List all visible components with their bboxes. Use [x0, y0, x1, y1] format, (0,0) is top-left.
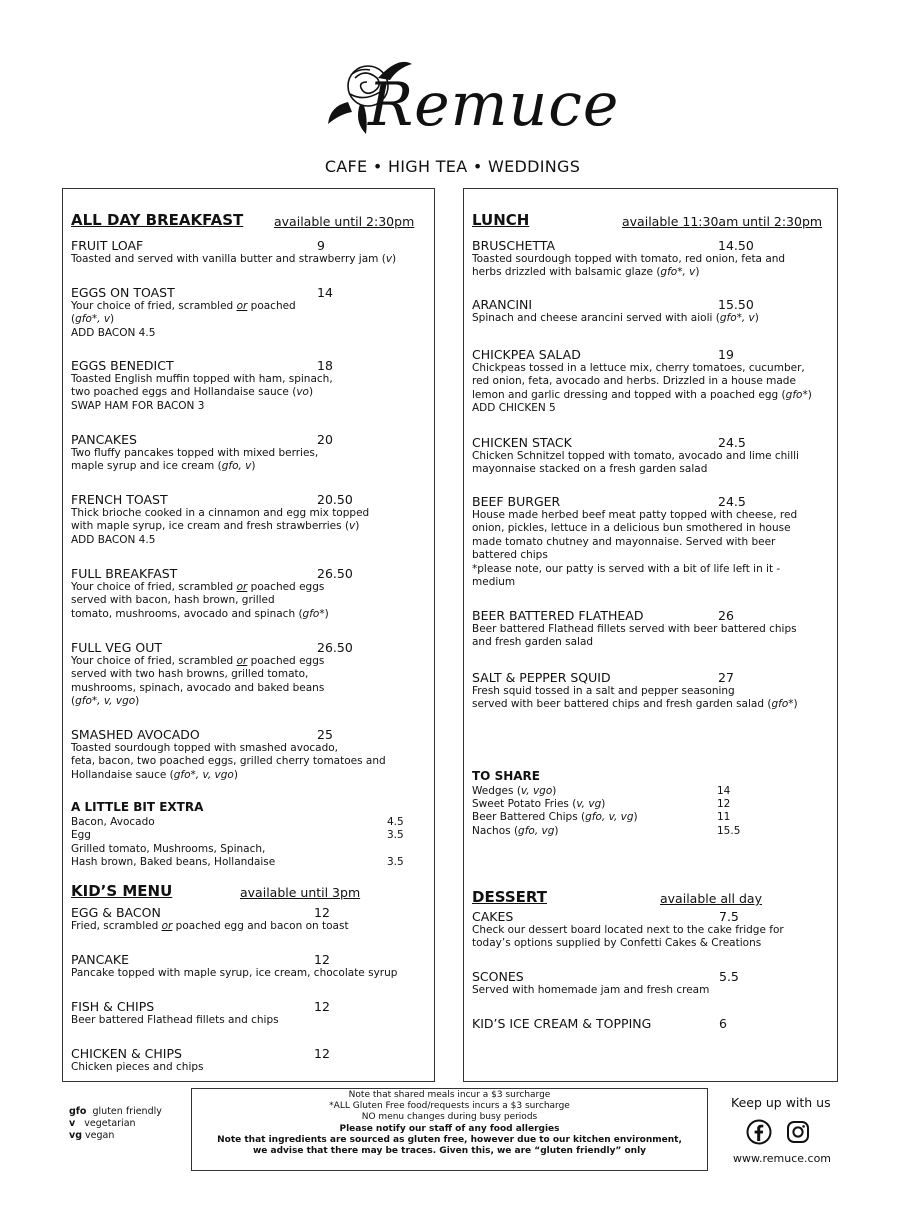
item-description: Your choice of fried, scrambled or poached eggs served with bacon, hash brown, grilled tomato, mushrooms, avocado and spinach (gfo*): [71, 581, 329, 620]
item-name: CHICKPEA SALAD: [472, 347, 581, 362]
facebook-icon[interactable]: [746, 1119, 772, 1145]
item-name: BEEF BURGER: [472, 494, 561, 509]
item-description: Pancake topped with maple syrup, ice cream, chocolate syrup: [71, 967, 398, 979]
row-label: Grilled tomato, Mushrooms, Spinach,: [71, 843, 266, 855]
tagline: CAFE • HIGH TEA • WEDDINGS: [324, 157, 581, 176]
row-label: Hash brown, Baked beans, Hollandaise: [71, 856, 276, 868]
item-price: 14.50: [718, 238, 754, 253]
item-price: 19: [718, 347, 734, 362]
row-label: Sweet Potato Fries (v, vg): [472, 798, 606, 810]
legend-row: [69, 1118, 162, 1130]
notice-bold-line: Please notify our staff of any food allergies: [339, 1123, 560, 1134]
brand-name: Remuce: [368, 70, 620, 140]
item-name: EGGS ON TOAST: [71, 285, 175, 300]
notice-bold-line: we advise that there may be traces. Given this, we are “gluten friendly” only: [252, 1146, 647, 1157]
item-name: FULL VEG OUT: [71, 640, 162, 655]
item-description: Toasted English muffin topped with ham, spinach, two poached eggs and Hollandaise sauce (vo) SWAP HAM FOR BACON 3: [71, 373, 333, 412]
row-price: 14: [717, 785, 731, 797]
row-price: 11: [717, 811, 731, 823]
item-price: 26.50: [317, 566, 353, 581]
remuce-logo: [300, 58, 620, 158]
item-name: BEER BATTERED FLATHEAD: [472, 608, 644, 623]
breakfast-title: ALL DAY BREAKFAST: [71, 211, 244, 229]
item-price: 27: [718, 670, 734, 685]
item-price: 9: [317, 238, 325, 253]
item-description: Chickpeas tossed in a lettuce mix, cherry tomatoes, cucumber, red onion, feta, avocado and herbs. Drizzled in a house made lemon and garlic dressing and topped with a poached egg (gfo*) ADD CHICKEN 5: [472, 362, 812, 415]
legend-code: vg: [69, 1130, 82, 1141]
item-price: 26.50: [317, 640, 353, 655]
item-price: 18: [317, 358, 333, 373]
kids-availability: available until 3pm: [240, 885, 361, 900]
legend-meaning: vegetarian: [84, 1118, 136, 1129]
notice-line: NO menu changes during busy periods: [361, 1112, 538, 1123]
item-name: KID’S ICE CREAM & TOPPING: [472, 1016, 652, 1031]
row-label: Bacon, Avocado: [71, 816, 155, 828]
item-description: Toasted sourdough topped with smashed avocado, feta, bacon, two poached eggs, grilled cherry tomatoes and Hollandaise sauce (gfo*, v, vgo): [71, 742, 386, 781]
item-name: FULL BREAKFAST: [71, 566, 178, 581]
item-price: 20.50: [317, 492, 353, 507]
item-name: CAKES: [472, 909, 514, 924]
item-name: PANCAKES: [71, 432, 137, 447]
legend-code: gfo: [69, 1106, 87, 1117]
item-name: SMASHED AVOCADO: [71, 727, 200, 742]
item-name: EGG & BACON: [71, 905, 161, 920]
kids-title: KID’S MENU: [71, 882, 173, 900]
item-name: SCONES: [472, 969, 524, 984]
legend-code: v: [69, 1118, 76, 1129]
row-price: 15.5: [717, 825, 741, 837]
row-label: Wedges (v, vgo): [472, 785, 557, 797]
dessert-availability: available all day: [660, 891, 762, 906]
item-price: 15.50: [718, 297, 754, 312]
item-name: FRENCH TOAST: [71, 492, 168, 507]
item-description: Your choice of fried, scrambled or poached eggs served with two hash browns, grilled tomato, mushrooms, spinach, avocado and baked beans (gfo*, v, vgo): [71, 655, 325, 708]
item-name: BRUSCHETTA: [472, 238, 556, 253]
legend-row: [69, 1130, 162, 1142]
item-price: 5.5: [719, 969, 739, 984]
share-title: TO SHARE: [472, 769, 540, 783]
item-description: Fried, scrambled or poached egg and bacon on toast: [71, 920, 349, 932]
lunch-availability: available 11:30am until 2:30pm: [622, 214, 823, 229]
item-price: 6: [719, 1016, 727, 1031]
row-label: Nachos (gfo, vg): [472, 825, 559, 837]
item-description: Fresh squid tossed in a salt and pepper seasoning served with beer battered chips and fresh garden salad (gfo*): [472, 685, 798, 711]
item-name: CHICKEN STACK: [472, 435, 572, 450]
extras-title: A LITTLE BIT EXTRA: [71, 800, 204, 814]
lunch-title: LUNCH: [472, 211, 530, 229]
item-description: Check our dessert board located next to the cake fridge for today’s options supplied by Confetti Cakes & Creations: [472, 924, 784, 950]
item-price: 24.5: [718, 435, 746, 450]
row-price: 4.5: [387, 816, 404, 828]
row-label: Beer Battered Chips (gfo, v, vg): [472, 811, 638, 823]
item-description: Chicken Schnitzel topped with tomato, avocado and lime chilli mayonnaise stacked on a fresh garden salad: [472, 450, 799, 476]
row-price: 3.5: [387, 829, 404, 841]
item-description: Served with homemade jam and fresh cream: [472, 984, 710, 996]
item-name: FISH & CHIPS: [71, 999, 155, 1014]
item-description: Toasted sourdough topped with tomato, red onion, feta and herbs drizzled with balsamic glaze (gfo*, v): [472, 253, 786, 279]
social-title: Keep up with us: [731, 1095, 831, 1110]
item-price: 24.5: [718, 494, 746, 509]
breakfast-availability: available until 2:30pm: [274, 214, 415, 229]
website-link[interactable]: www.remuce.com: [733, 1152, 832, 1165]
item-description: Beer battered Flathead fillets served with beer battered chips and fresh garden salad: [472, 623, 797, 649]
item-name: EGGS BENEDICT: [71, 358, 174, 373]
item-name: FRUIT LOAF: [71, 238, 144, 253]
item-name: CHICKEN & CHIPS: [71, 1046, 182, 1061]
item-name: SALT & PEPPER SQUID: [472, 670, 611, 685]
row-price: 3.5: [387, 856, 404, 868]
legend-meaning: gluten friendly: [92, 1106, 162, 1117]
item-price: 7.5: [719, 909, 739, 924]
item-price: 12: [314, 905, 330, 920]
notice-bold-line: Note that ingredients are sourced as gluten free, however due to our kitchen environment,: [217, 1134, 682, 1145]
notice-line: Note that shared meals incur a $3 surcharge: [348, 1090, 551, 1100]
item-price: 20: [317, 432, 333, 447]
legend-meaning: vegan: [85, 1130, 115, 1141]
item-price: 26: [718, 608, 734, 623]
item-price: 14: [317, 285, 333, 300]
row-label: Egg: [71, 829, 91, 841]
item-description: Beer battered Flathead fillets and chips: [71, 1014, 279, 1026]
item-description: Your choice of fried, scrambled or poached (gfo*, v) ADD BACON 4.5: [71, 300, 296, 339]
item-description: Spinach and cheese arancini served with aioli (gfo*, v): [472, 312, 759, 324]
item-description: Toasted and served with vanilla butter and strawberry jam (v): [71, 253, 397, 265]
item-price: 12: [314, 952, 330, 967]
legend-row: [69, 1106, 162, 1118]
notice-line: *ALL Gluten Free food/requests incurs a $3 surcharge: [329, 1101, 570, 1112]
item-name: ARANCINI: [472, 297, 533, 312]
notice-box: [191, 1088, 708, 1171]
item-description: House made herbed beef meat patty topped with cheese, red onion, pickles, lettuce in a delicious bun smothered in house made tomato chutney and mayonnaise. Served with beer battered chips *please note, our patty is served with a bit of life left in it - medium: [472, 509, 798, 589]
dessert-title: DESSERT: [472, 888, 547, 906]
item-description: Thick brioche cooked in a cinnamon and egg mix topped with maple syrup, ice cream and fresh strawberries (v) ADD BACON 4.5: [71, 507, 370, 546]
item-description: Two fluffy pancakes topped with mixed berries, maple syrup and ice cream (gfo, v): [71, 447, 319, 473]
item-price: 25: [317, 727, 333, 742]
row-price: 12: [717, 798, 731, 810]
item-name: PANCAKE: [71, 952, 130, 967]
instagram-icon[interactable]: [785, 1119, 811, 1145]
item-description: Chicken pieces and chips: [71, 1061, 204, 1073]
item-price: 12: [314, 999, 330, 1014]
diet-legend: [69, 1106, 162, 1142]
item-price: 12: [314, 1046, 330, 1061]
